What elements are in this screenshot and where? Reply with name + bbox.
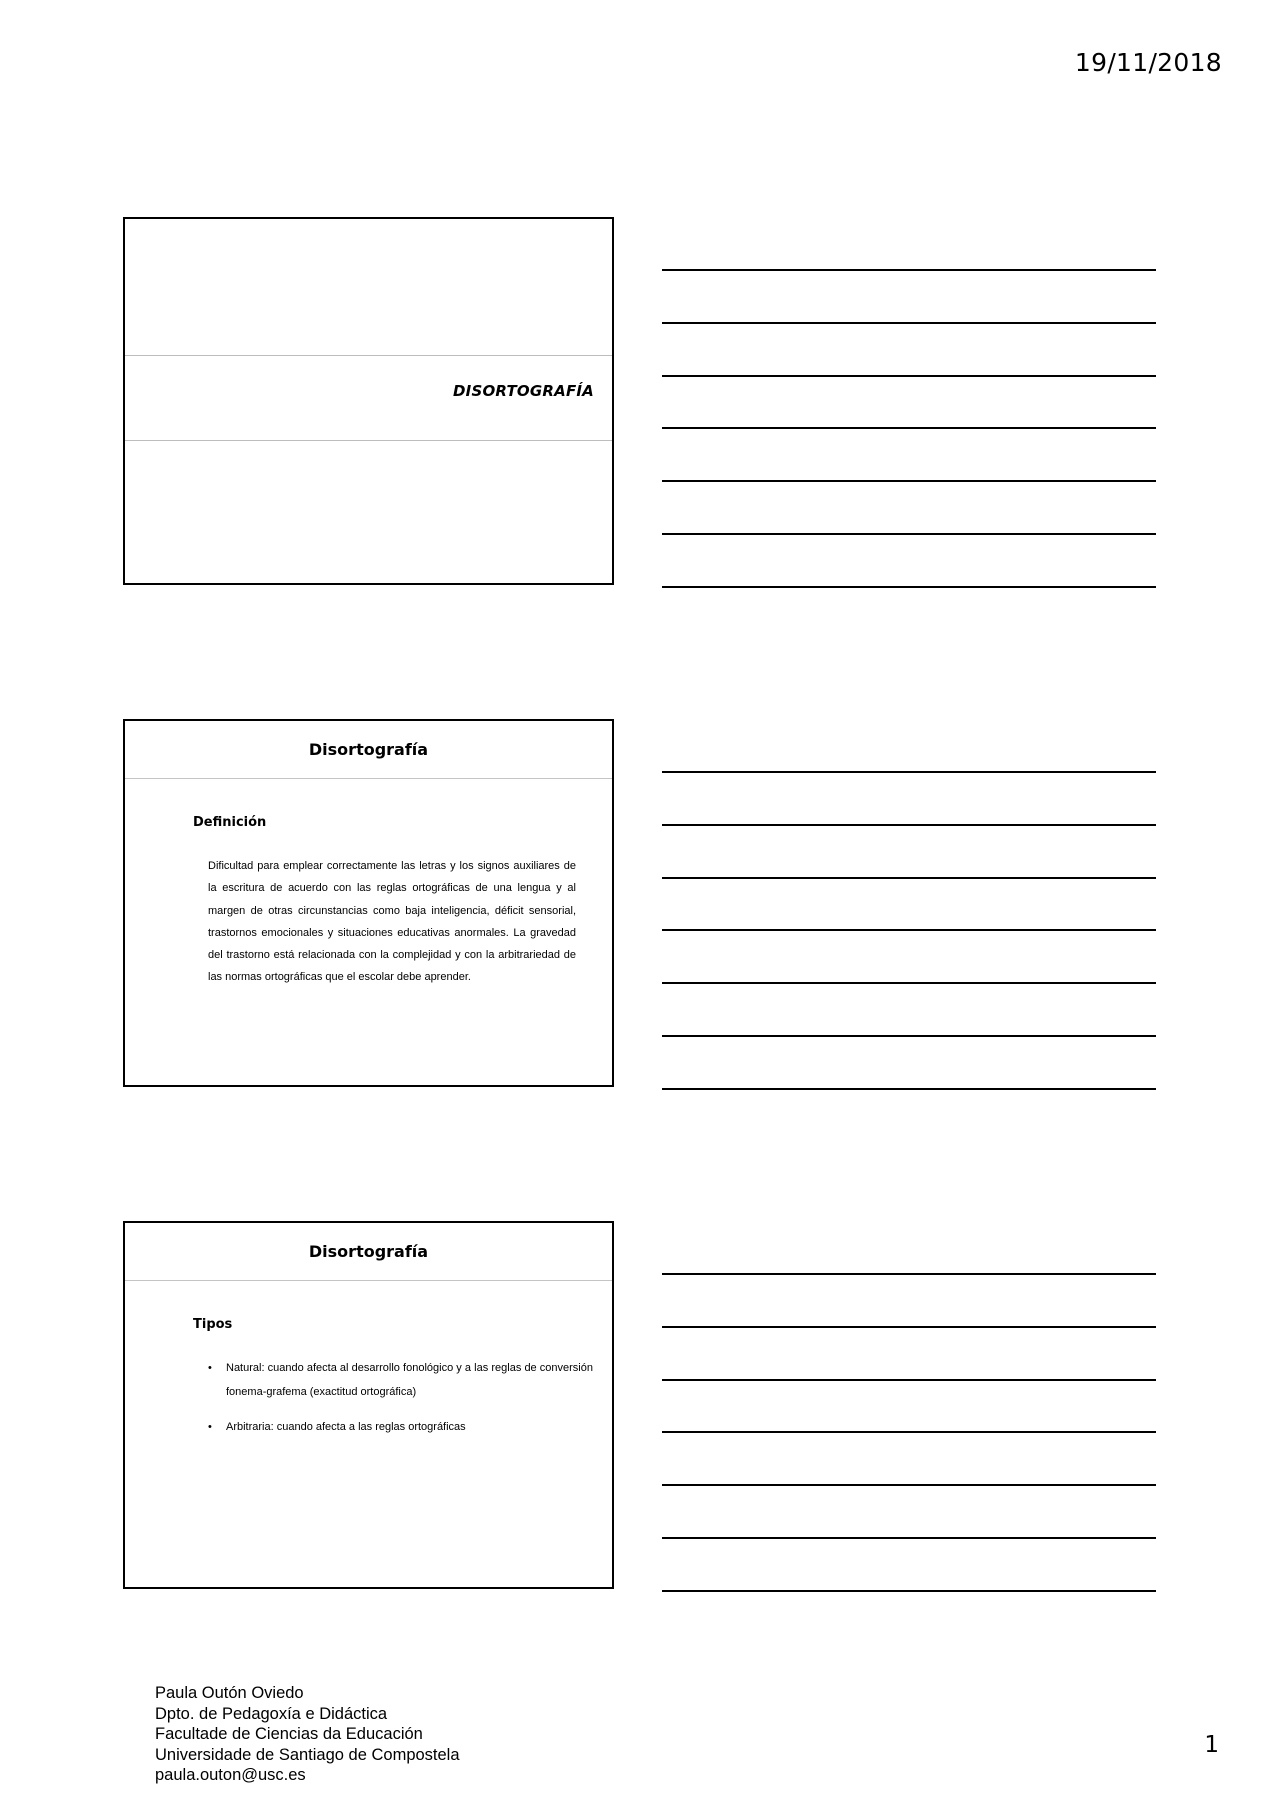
notes-lines-2 xyxy=(662,719,1156,1087)
note-line xyxy=(662,982,1156,984)
note-line xyxy=(662,929,1156,931)
footer-email: paula.outon@usc.es xyxy=(155,1766,306,1784)
slide-3 xyxy=(123,1221,614,1589)
list-item xyxy=(208,1416,593,1440)
slide-2-title: Disortografía xyxy=(125,721,612,779)
title-divider-top xyxy=(125,355,612,356)
note-line xyxy=(662,586,1156,588)
note-line xyxy=(662,1273,1156,1275)
print-date: 19/11/2018 xyxy=(1074,48,1222,77)
notes-lines-3 xyxy=(662,1221,1156,1589)
note-line xyxy=(662,533,1156,535)
notes-lines-1 xyxy=(662,217,1156,585)
list-item xyxy=(208,1357,593,1404)
note-line xyxy=(662,771,1156,773)
slide-1-title: DISORTOGRAFÍA xyxy=(453,382,594,400)
slide-1 xyxy=(123,217,614,585)
footer-university: Universidade de Santiago de Compostela xyxy=(155,1745,460,1764)
note-line xyxy=(662,1484,1156,1486)
note-line xyxy=(662,427,1156,429)
list-item-text: Arbitraria: cuando afecta a las reglas ortográficas xyxy=(226,1421,466,1433)
note-line xyxy=(662,480,1156,482)
slide-3-subtitle: Tipos xyxy=(193,1317,233,1332)
note-line xyxy=(662,1088,1156,1090)
types-list xyxy=(208,1357,593,1452)
note-line xyxy=(662,375,1156,377)
footer-author: Paula Outón Oviedo xyxy=(155,1684,304,1702)
note-line xyxy=(662,269,1156,271)
page-number: 1 xyxy=(1204,1732,1219,1758)
note-line xyxy=(662,877,1156,879)
author-footer xyxy=(155,1683,460,1786)
footer-department: Dpto. de Pedagoxía e Didáctica xyxy=(155,1704,388,1723)
list-item-text: Natural: cuando afecta al desarrollo fonológico y a las reglas de conversión fonema-grafema (exactitud ortográfica) xyxy=(226,1362,593,1398)
note-line xyxy=(662,322,1156,324)
title-divider-bottom xyxy=(125,440,612,441)
definition-text: Dificultad para emplear correctamente las letras y los signos auxiliares de la escritura de acuerdo con las reglas ortográficas de una lengua y al margen de otras circunstancias como baja inteligencia, déficit sensorial, trastornos emocionales y situaciones educativas anormales. La gravedad del trastorno está relacionada con la complejidad y con la arbitrariedad de las normas ortográficas que el escolar debe aprender. xyxy=(208,860,576,984)
slide-3-title: Disortografía xyxy=(125,1223,612,1281)
bullet-icon: • xyxy=(208,1362,212,1374)
footer-faculty: Facultade de Ciencias da Educación xyxy=(155,1725,423,1743)
note-line xyxy=(662,1035,1156,1037)
note-line xyxy=(662,1326,1156,1328)
note-line xyxy=(662,1431,1156,1433)
slide-2-subtitle: Definición xyxy=(193,815,267,830)
note-line xyxy=(662,1590,1156,1592)
slide-2 xyxy=(123,719,614,1087)
bullet-icon: • xyxy=(208,1421,212,1433)
note-line xyxy=(662,824,1156,826)
note-line xyxy=(662,1379,1156,1381)
note-line xyxy=(662,1537,1156,1539)
